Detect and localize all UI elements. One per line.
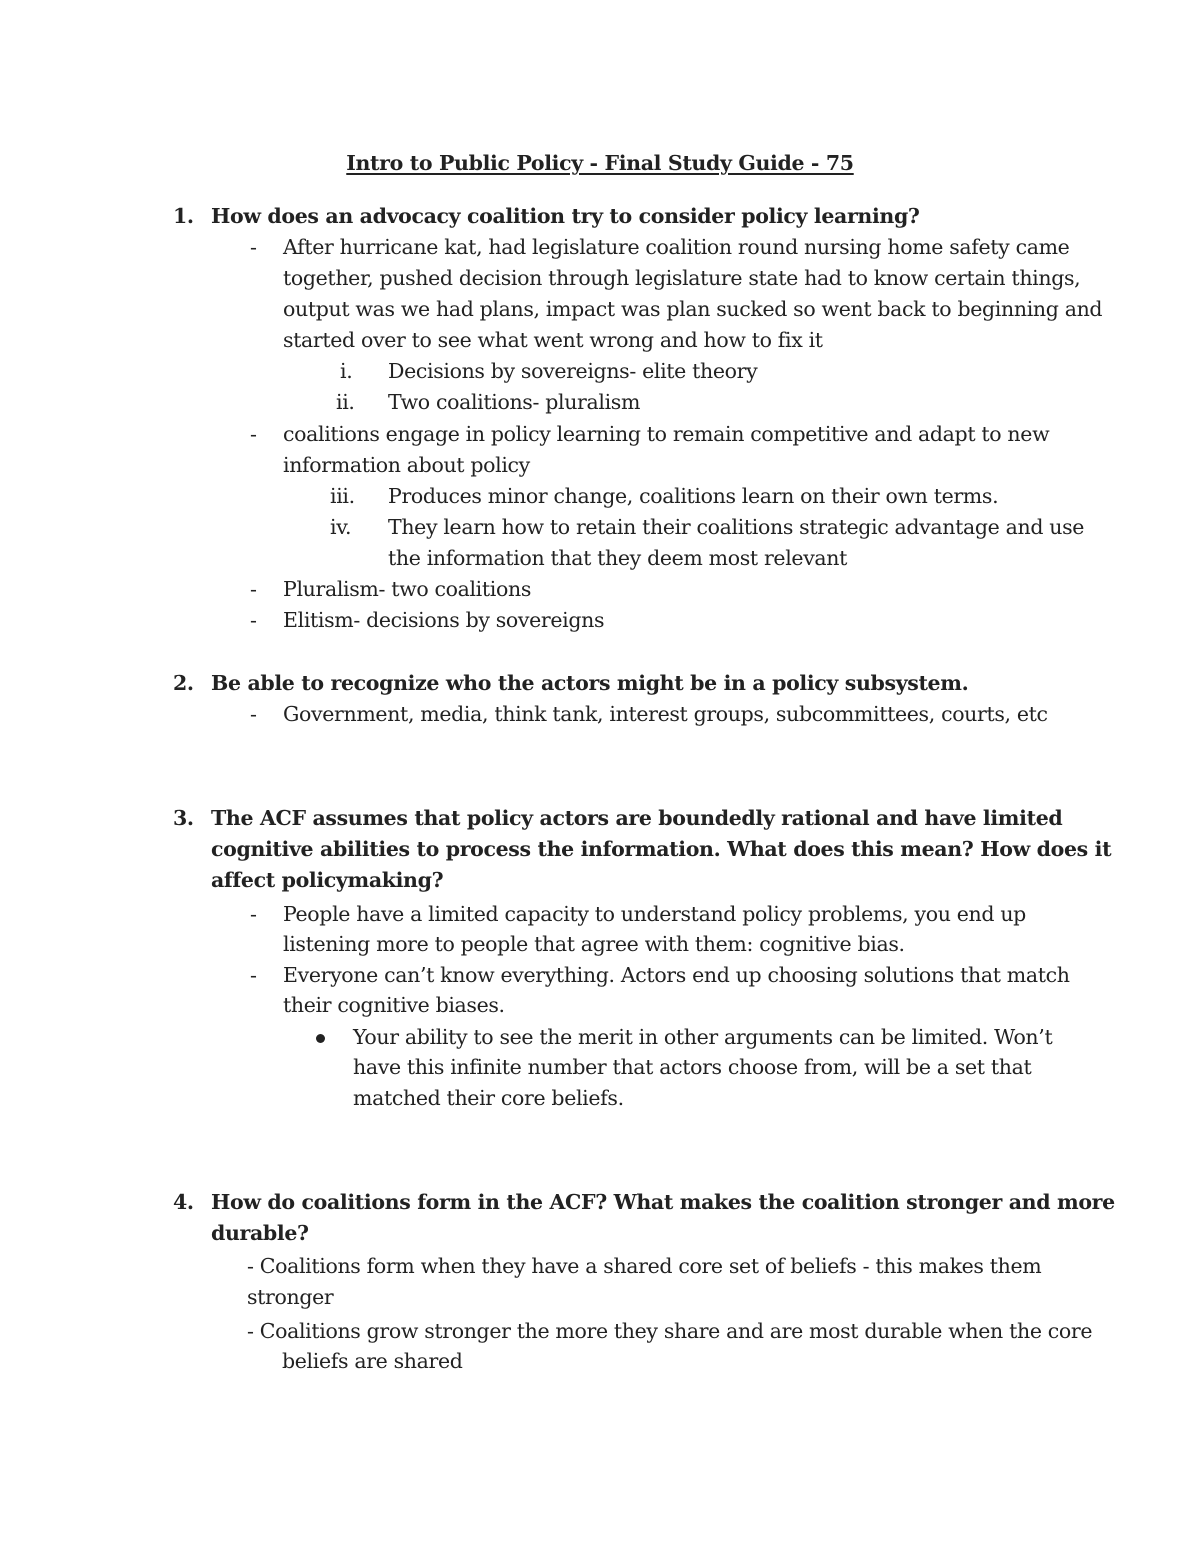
page-title: Intro to Public Policy - Final Study Guide - 75	[346, 151, 854, 175]
q1-number: 1.	[173, 204, 194, 228]
q1-answer-2-line-2: information about policy	[283, 453, 530, 477]
q3-dash-1: -	[250, 902, 257, 926]
q1-roman-1-text: Decisions by sovereigns- elite theory	[388, 359, 758, 383]
q1-roman-3-number: iii.	[330, 484, 355, 508]
q1-roman-3-text: Produces minor change, coalitions learn on their own terms.	[388, 484, 999, 508]
q1-text: How does an advocacy coalition try to consider policy learning?	[211, 204, 920, 228]
q1-answer-1-line-3: output was we had plans, impact was plan sucked so went back to beginning and	[283, 297, 1103, 321]
q2-dash-1: -	[250, 702, 257, 726]
q1-dash-1: -	[250, 235, 257, 259]
q2-answer-1: Government, media, think tank, interest groups, subcommittees, courts, etc	[283, 702, 1048, 726]
q4-number: 4.	[173, 1190, 194, 1214]
q1-roman-2-number: ii.	[336, 390, 355, 414]
q3-answer-1-line-1: People have a limited capacity to understand policy problems, you end up	[283, 902, 1026, 926]
q3-text-line-3: affect policymaking?	[211, 868, 444, 892]
q3-answer-2-line-2: their cognitive biases.	[283, 993, 505, 1017]
q1-dash-2: -	[250, 422, 257, 446]
q4-answer-1-line-1: - Coalitions form when they have a shared core set of beliefs - this makes them	[247, 1254, 1042, 1278]
q3-number: 3.	[173, 806, 194, 830]
bullet-icon	[316, 1034, 325, 1043]
q4-answer-2-line-1: - Coalitions grow stronger the more they share and are most durable when the core	[247, 1319, 1093, 1343]
q3-answer-2-line-1: Everyone can’t know everything. Actors end up choosing solutions that match	[283, 963, 1070, 987]
q1-roman-4-line-2: the information that they deem most relevant	[388, 546, 848, 570]
q2-text: Be able to recognize who the actors might be in a policy subsystem.	[211, 671, 969, 695]
q4-answer-2-line-2: beliefs are shared	[282, 1349, 463, 1373]
q1-answer-2-line-1: coalitions engage in policy learning to remain competitive and adapt to new	[283, 422, 1050, 446]
q1-roman-4-line-1: They learn how to retain their coalitions strategic advantage and use	[388, 515, 1085, 539]
q1-answer-1-line-2: together, pushed decision through legislature state had to know certain things,	[283, 266, 1081, 290]
q1-answer-1-line-1: After hurricane kat, had legislature coalition round nursing home safety came	[283, 235, 1070, 259]
q1-roman-4-number: iv.	[330, 515, 352, 539]
q3-dash-2: -	[250, 963, 257, 987]
q1-answer-3: Pluralism- two coalitions	[283, 577, 532, 601]
q1-roman-2-text: Two coalitions- pluralism	[388, 390, 641, 414]
q1-answer-4: Elitism- decisions by sovereigns	[283, 608, 605, 632]
q4-answer-1-line-2: stronger	[247, 1285, 334, 1309]
q3-text-line-2: cognitive abilities to process the information. What does this mean? How does it	[211, 837, 1112, 861]
q1-answer-1-line-4: started over to see what went wrong and how to fix it	[283, 328, 823, 352]
q4-text-line-2: durable?	[211, 1221, 309, 1245]
q1-roman-1-number: i.	[340, 359, 353, 383]
q3-text-line-1: The ACF assumes that policy actors are boundedly rational and have limited	[211, 806, 1063, 830]
q2-number: 2.	[173, 671, 194, 695]
q1-dash-3: -	[250, 577, 257, 601]
q4-text-line-1: How do coalitions form in the ACF? What makes the coalition stronger and more	[211, 1190, 1115, 1214]
q3-bullet-1-line-1: Your ability to see the merit in other arguments can be limited. Won’t	[353, 1025, 1053, 1049]
q3-bullet-1-line-2: have this infinite number that actors choose from, will be a set that	[353, 1055, 1032, 1079]
q3-bullet-1-line-3: matched their core beliefs.	[353, 1086, 624, 1110]
q1-dash-4: -	[250, 608, 257, 632]
q3-answer-1-line-2: listening more to people that agree with them: cognitive bias.	[283, 932, 905, 956]
